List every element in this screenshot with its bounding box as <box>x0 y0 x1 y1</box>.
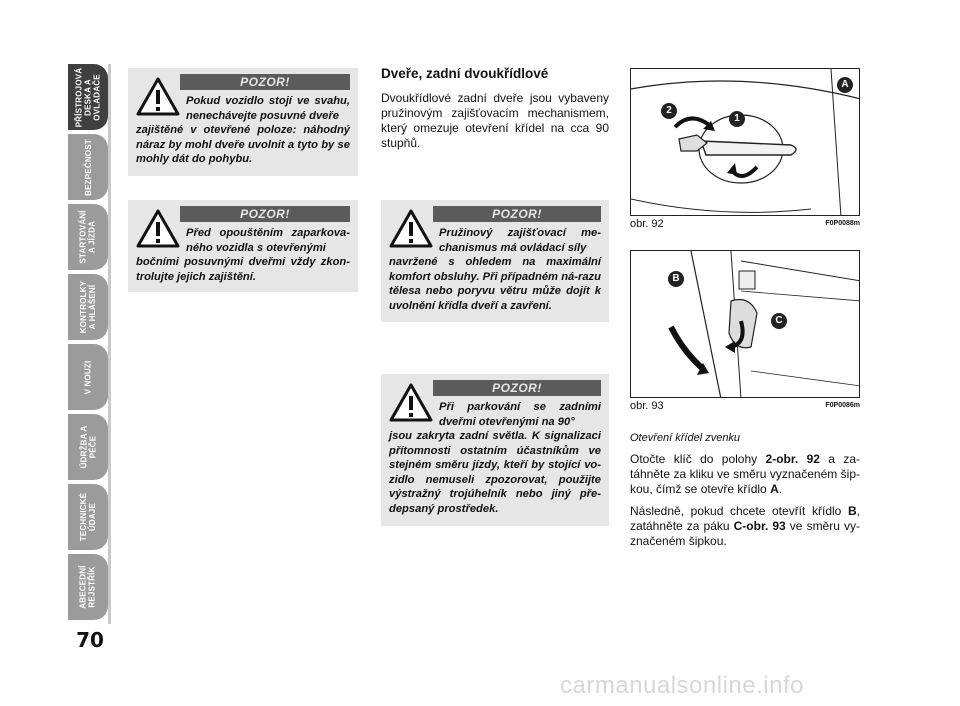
warning-triangle-icon <box>389 208 433 248</box>
figure-code: F0P0088m <box>825 220 860 227</box>
warning-triangle-icon <box>136 208 180 248</box>
warning-text: navržené s ohledem na maximální komfort obsluhy. Při případném ná-razu tělesa nebo poryvu větru může dojít k uvolnění křídla dveří a zavření. <box>389 256 601 312</box>
warning-label: POZOR! <box>433 206 601 222</box>
instructions-paragraph-2: Následně, pokud chcete otevřít křídlo B, zatáhněte za páku C-obr. 93 ve směru vy-značeném šipkou. <box>630 504 860 548</box>
caption-text: obr. 92 <box>630 218 664 230</box>
tab-label: V NOUZI <box>83 360 93 394</box>
tab-technicke-udaje[interactable] <box>68 484 108 550</box>
warning-box <box>128 200 358 292</box>
tab-label: ÚDRŽBA A PÉČE <box>79 425 97 469</box>
tab-bezpecnost[interactable] <box>68 134 108 200</box>
tab-divider <box>108 64 111 624</box>
warning-box <box>128 68 358 176</box>
marker-b: B <box>668 271 684 287</box>
marker-1: 1 <box>729 111 745 127</box>
tab-udrzba[interactable] <box>68 414 108 480</box>
warning-text: Pokud vozidlo stojí ve svahu, nenechávejte posuvné dveře <box>186 95 350 122</box>
tab-label: STARTOVÁNÍ A JÍZDA <box>79 210 98 264</box>
warning-label: POZOR! <box>433 380 601 396</box>
figure-rear-door-handle <box>630 68 860 216</box>
warning-label: POZOR! <box>180 74 350 90</box>
marker-a: A <box>837 77 853 93</box>
figure-rear-door-lever <box>630 250 860 398</box>
page-number: 70 <box>76 628 104 652</box>
tab-kontrolky[interactable] <box>68 274 108 340</box>
warning-text: Při parkování se zadními dveřmi otevřenými na 90° <box>439 401 601 428</box>
caption-text: obr. 93 <box>630 400 664 412</box>
tab-startovani[interactable] <box>68 204 108 270</box>
marker-2: 2 <box>661 103 677 119</box>
tab-v-nouzi[interactable] <box>68 344 108 410</box>
door-lever-illustration <box>631 251 860 398</box>
warning-box <box>381 374 609 526</box>
door-handle-illustration <box>631 69 860 216</box>
tab-label: TECHNICKÉ ÚDAJE <box>79 492 97 542</box>
tab-label: BEZPEČNOST <box>83 138 93 196</box>
instructions-subheading: Otevření křídel zvenku <box>630 432 741 444</box>
figure-code: F0P0086m <box>825 402 860 409</box>
warning-text: Pružinový zajišťovací me-chanismus má ovládací síly <box>439 227 601 254</box>
section-body: Dvoukřídlové zadní dveře jsou vybaveny pružinovým zajišťovacím mechanismem, který omezuje otevření křídel na cca 90 stupňů. <box>381 91 609 150</box>
tab-label: PŘÍSTROJOVÁ DESKA A OVLADAČE <box>74 67 102 127</box>
tab-label: ABECEDNÍ REJSTŘÍK <box>79 565 98 609</box>
tab-pristrojova-deska[interactable] <box>68 64 108 130</box>
marker-c: C <box>771 313 787 329</box>
warning-text: bočními posuvnými dveřmi vždy zkon-trolujte jejich zajištění. <box>136 256 350 283</box>
tab-rejstrik[interactable] <box>68 554 108 620</box>
instructions-paragraph-1: Otočte klíč do polohy 2-obr. 92 a za-táhněte za kliku ve směru vyznačeném šip-kou, čímž se otevře křídlo A. <box>630 452 860 496</box>
figure-caption <box>630 400 860 412</box>
warning-triangle-icon <box>136 76 180 116</box>
warning-text: zajištěné v otevřené poloze: náhodný náraz by mohl dveře uvolnit a tyto by se mohly dát do pohybu. <box>136 124 350 165</box>
section-title: Dveře, zadní dvoukřídlové <box>381 66 549 81</box>
tab-label: KONTROLKY A HLÁŠENÍ <box>79 280 97 334</box>
warning-box <box>381 200 609 322</box>
warning-label: POZOR! <box>180 206 350 222</box>
figure-caption <box>630 218 860 230</box>
warning-text: Před opouštěním zaparkova-ného vozidla s otevřenými <box>186 227 350 254</box>
warning-text: jsou zakryta zadní světla. K signalizaci přítomnosti ostatním účastníkům ve stejném směru jízdy, kteří by stojící vo-zidlo nemuseli zpozorovat, použijte výstražný trojúhelník nebo jiný pře-depsaný prostředek. <box>389 430 601 515</box>
watermark: carmanualsonline.info <box>560 672 804 699</box>
warning-triangle-icon <box>389 382 433 422</box>
